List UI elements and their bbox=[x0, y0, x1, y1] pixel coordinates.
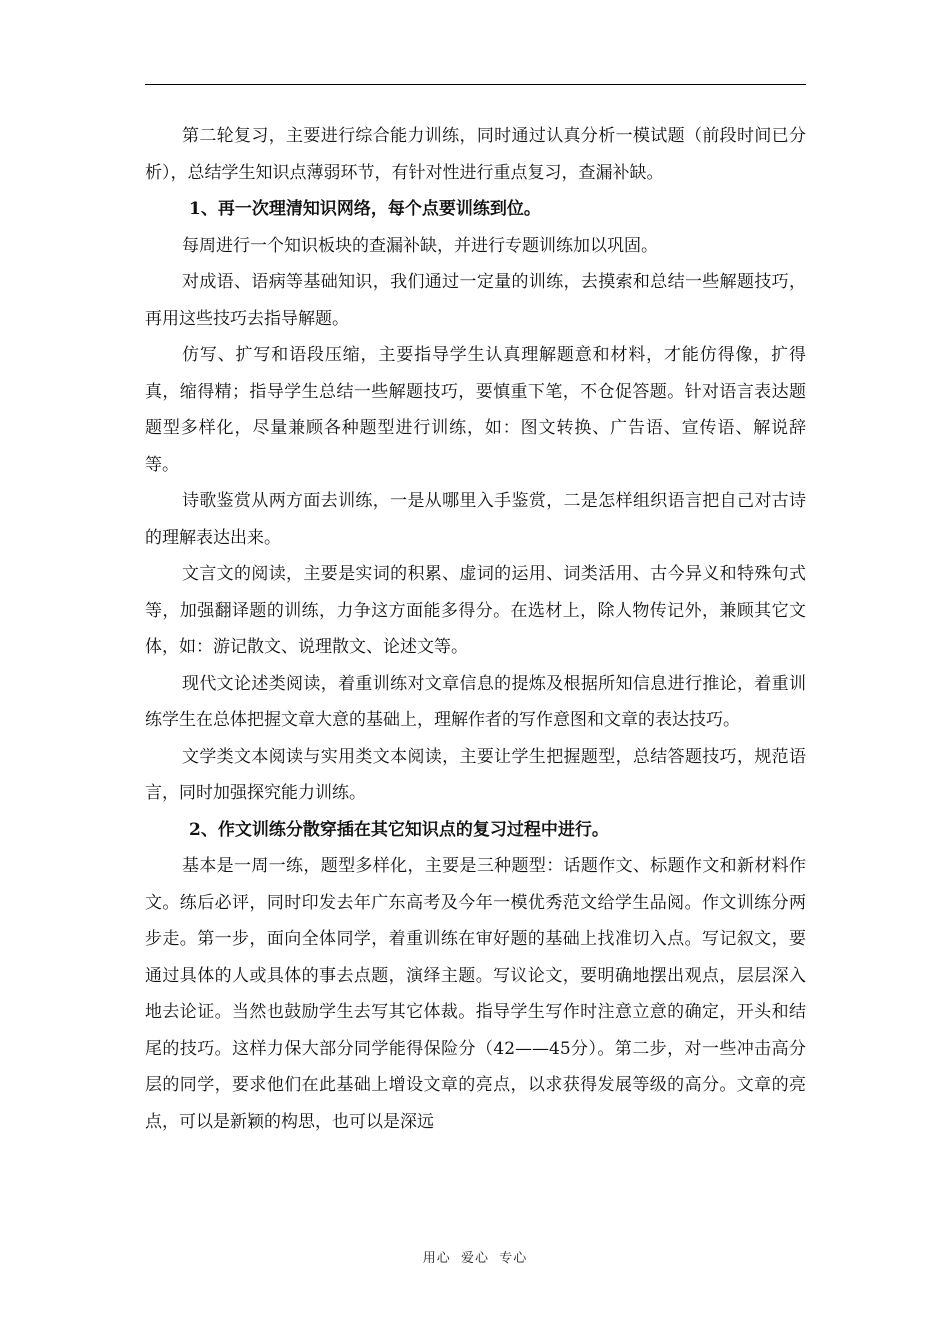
paragraph: 对成语、语病等基础知识，我们通过一定量的训练，去摸索和总结一些解题技巧，再用这些技巧去指导解题。 bbox=[145, 272, 806, 329]
section-heading-2: 2、作文训练分散穿插在其它知识点的复习过程中进行。 bbox=[189, 819, 609, 840]
paragraph: 每周进行一个知识板块的查漏补缺，并进行专题训练加以巩固。 bbox=[182, 235, 658, 256]
paragraph: 文学类文本阅读与实用类文本阅读，主要让学生把握题型，总结答题技巧，规范语言，同时加强探究能力训练。 bbox=[145, 746, 806, 803]
paragraph: 文言文的阅读，主要是实词的积累、虚词的运用、词类活用、古今异义和特殊句式等，加强翻译题的训练，力争这方面能多得分。在选材上，除人物传记外，兼顾其它文体，如：游记散文、说理散文、论述文等。 bbox=[145, 564, 806, 657]
paragraph: 仿写、扩写和语段压缩，主要指导学生认真理解题意和材料，才能仿得像，扩得真，缩得精；指导学生总结一些解题技巧，要慎重下笔，不仓促答题。针对语言表达题题型多样化，尽量兼顾各种题型进行训练，如：图文转换、广告语、宣传语、解说辞等。 bbox=[145, 345, 806, 475]
document-body bbox=[145, 118, 806, 1140]
paragraph: 第二轮复习，主要进行综合能力训练，同时通过认真分析一模试题（前段时间已分析），总结学生知识点薄弱环节，有针对性进行重点复习，查漏补缺。 bbox=[145, 126, 806, 183]
paragraph: 基本是一周一练，题型多样化，主要是三种题型：话题作文、标题作文和新材料作文。练后必评，同时印发去年广东高考及今年一模优秀范文给学生品阅。作文训练分两步走。第一步，面向全体同学，着重训练在审好题的基础上找准切入点。写记叙文，要通过具体的人或具体的事去点题，演绎主题。写议论文，要明确地摆出观点，层层深入地去论证。当然也鼓励学生去写其它体裁。指导学生写作时注意立意的确定，开头和结尾的技巧。这样力保大部分同学能得保险分（42——45分）。第二步，对一些冲击高分层的同学，要求他们在此基础上增设文章的亮点，以求获得发展等级的高分。文章的亮点，可以是新颖的构思，也可以是深远 bbox=[145, 856, 806, 1132]
paragraph: 诗歌鉴赏从两方面去训练，一是从哪里入手鉴赏，二是怎样组织语言把自己对古诗的理解表达出来。 bbox=[145, 491, 806, 548]
paragraph: 现代文论述类阅读，着重训练对文章信息的提炼及根据所知信息进行推论，着重训练学生在总体把握文章大意的基础上，理解作者的写作意图和文章的表达技巧。 bbox=[145, 673, 806, 730]
page-footer: 用心 爱心 专心 bbox=[422, 1251, 528, 1266]
section-heading-1: 1、再一次理清知识网络，每个点要训练到位。 bbox=[189, 199, 541, 219]
header-rule bbox=[145, 84, 806, 85]
